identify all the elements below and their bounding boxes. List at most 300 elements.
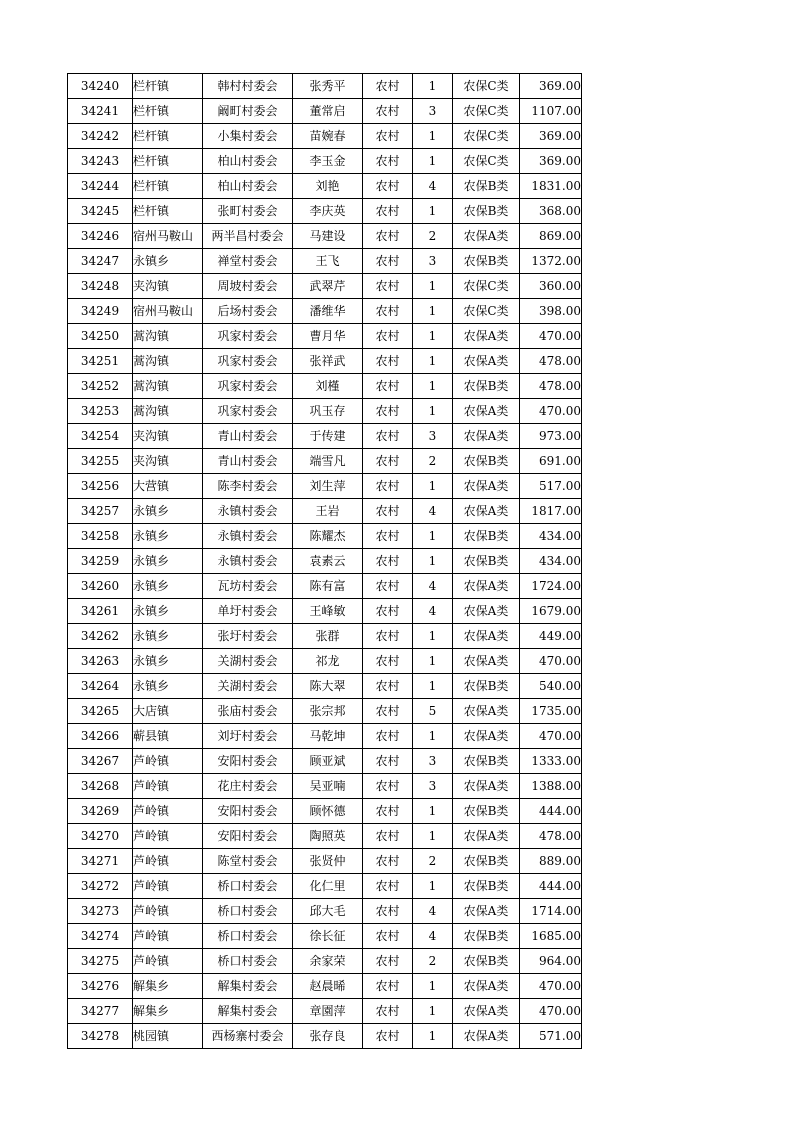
area-type-cell: 农村 [363,574,413,599]
table-row [68,399,582,424]
person-name-cell: 李玉金 [293,149,363,174]
village-committee-cell: 安阳村委会 [203,799,293,824]
table-row [68,749,582,774]
person-name-cell: 余家荣 [293,949,363,974]
table-row [68,974,582,999]
person-name-cell: 王岩 [293,499,363,524]
household-count-cell: 1 [413,149,453,174]
insurance-category-cell: 农保C类 [453,124,520,149]
person-name-cell: 陶照英 [293,824,363,849]
table-row [68,649,582,674]
person-name-cell: 端雪凡 [293,449,363,474]
table-row [68,449,582,474]
town-cell: 芦岭镇 [133,799,203,824]
village-committee-cell: 阚町村委会 [203,99,293,124]
amount-cell: 470.00 [520,649,582,674]
amount-cell: 1724.00 [520,574,582,599]
area-type-cell: 农村 [363,999,413,1024]
town-cell: 夹沟镇 [133,449,203,474]
area-type-cell: 农村 [363,249,413,274]
insurance-category-cell: 农保B类 [453,374,520,399]
amount-cell: 1735.00 [520,699,582,724]
village-committee-cell: 巩家村委会 [203,374,293,399]
household-count-cell: 2 [413,849,453,874]
amount-cell: 369.00 [520,149,582,174]
area-type-cell: 农村 [363,524,413,549]
town-cell: 栏杆镇 [133,149,203,174]
village-committee-cell: 单圩村委会 [203,599,293,624]
record-id-cell: 34254 [68,424,133,449]
table-row [68,224,582,249]
village-committee-cell: 周坡村委会 [203,274,293,299]
record-id-cell: 34240 [68,74,133,99]
amount-cell: 1831.00 [520,174,582,199]
insurance-category-cell: 农保C类 [453,299,520,324]
record-id-cell: 34264 [68,674,133,699]
village-committee-cell: 安阳村委会 [203,749,293,774]
village-committee-cell: 小集村委会 [203,124,293,149]
town-cell: 栏杆镇 [133,199,203,224]
town-cell: 宿州马鞍山 [133,224,203,249]
village-committee-cell: 两半昌村委会 [203,224,293,249]
area-type-cell: 农村 [363,824,413,849]
insurance-category-cell: 农保B类 [453,874,520,899]
amount-cell: 1685.00 [520,924,582,949]
table-row [68,99,582,124]
table-row [68,174,582,199]
insurance-category-cell: 农保B类 [453,249,520,274]
area-type-cell: 农村 [363,199,413,224]
person-name-cell: 邱大毛 [293,899,363,924]
amount-cell: 470.00 [520,724,582,749]
area-type-cell: 农村 [363,349,413,374]
town-cell: 永镇乡 [133,249,203,274]
insurance-category-cell: 农保A类 [453,349,520,374]
village-committee-cell: 解集村委会 [203,999,293,1024]
village-committee-cell: 后场村委会 [203,299,293,324]
insurance-category-cell: 农保B类 [453,949,520,974]
person-name-cell: 刘生萍 [293,474,363,499]
insurance-category-cell: 农保A类 [453,899,520,924]
village-committee-cell: 解集村委会 [203,974,293,999]
household-count-cell: 4 [413,599,453,624]
area-type-cell: 农村 [363,274,413,299]
household-count-cell: 3 [413,749,453,774]
amount-cell: 889.00 [520,849,582,874]
record-id-cell: 34244 [68,174,133,199]
insurance-category-cell: 农保A类 [453,499,520,524]
record-id-cell: 34253 [68,399,133,424]
amount-cell: 1817.00 [520,499,582,524]
record-id-cell: 34268 [68,774,133,799]
record-id-cell: 34274 [68,924,133,949]
village-committee-cell: 陈李村委会 [203,474,293,499]
record-id-cell: 34247 [68,249,133,274]
household-count-cell: 1 [413,874,453,899]
table-row [68,899,582,924]
record-id-cell: 34262 [68,624,133,649]
amount-cell: 540.00 [520,674,582,699]
table-row [68,374,582,399]
area-type-cell: 农村 [363,799,413,824]
person-name-cell: 陈耀杰 [293,524,363,549]
insurance-category-cell: 农保B类 [453,174,520,199]
record-id-cell: 34251 [68,349,133,374]
insurance-category-cell: 农保A类 [453,624,520,649]
amount-cell: 478.00 [520,824,582,849]
amount-cell: 1333.00 [520,749,582,774]
household-count-cell: 1 [413,799,453,824]
household-count-cell: 1 [413,524,453,549]
person-name-cell: 李庆英 [293,199,363,224]
insurance-category-cell: 农保B类 [453,524,520,549]
village-committee-cell: 安阳村委会 [203,824,293,849]
village-committee-cell: 刘圩村委会 [203,724,293,749]
record-id-cell: 34245 [68,199,133,224]
record-id-cell: 34246 [68,224,133,249]
record-id-cell: 34276 [68,974,133,999]
household-count-cell: 3 [413,424,453,449]
record-id-cell: 34267 [68,749,133,774]
record-id-cell: 34242 [68,124,133,149]
town-cell: 芦岭镇 [133,899,203,924]
town-cell: 蒿沟镇 [133,324,203,349]
household-count-cell: 1 [413,724,453,749]
town-cell: 永镇乡 [133,624,203,649]
table-row [68,799,582,824]
record-id-cell: 34277 [68,999,133,1024]
insurance-category-cell: 农保A类 [453,699,520,724]
household-count-cell: 1 [413,1024,453,1049]
town-cell: 永镇乡 [133,549,203,574]
area-type-cell: 农村 [363,224,413,249]
record-id-cell: 34261 [68,599,133,624]
area-type-cell: 农村 [363,724,413,749]
household-count-cell: 1 [413,674,453,699]
insurance-category-cell: 农保C类 [453,99,520,124]
area-type-cell: 农村 [363,749,413,774]
area-type-cell: 农村 [363,149,413,174]
person-name-cell: 于传建 [293,424,363,449]
household-count-cell: 4 [413,499,453,524]
village-committee-cell: 张町村委会 [203,199,293,224]
household-count-cell: 1 [413,324,453,349]
person-name-cell: 张宗邦 [293,699,363,724]
household-count-cell: 4 [413,174,453,199]
household-count-cell: 1 [413,824,453,849]
table-row [68,124,582,149]
table-row [68,524,582,549]
household-count-cell: 1 [413,299,453,324]
person-name-cell: 张秀平 [293,74,363,99]
town-cell: 芦岭镇 [133,924,203,949]
person-name-cell: 潘维华 [293,299,363,324]
amount-cell: 470.00 [520,999,582,1024]
insurance-category-cell: 农保A类 [453,574,520,599]
household-count-cell: 3 [413,774,453,799]
town-cell: 芦岭镇 [133,874,203,899]
table-row [68,949,582,974]
person-name-cell: 苗婉春 [293,124,363,149]
village-committee-cell: 桥口村委会 [203,949,293,974]
insurance-category-cell: 农保A类 [453,1024,520,1049]
amount-cell: 368.00 [520,199,582,224]
amount-cell: 973.00 [520,424,582,449]
insurance-category-cell: 农保A类 [453,424,520,449]
insurance-category-cell: 农保B类 [453,449,520,474]
town-cell: 蒿沟镇 [133,374,203,399]
town-cell: 永镇乡 [133,524,203,549]
table-row [68,599,582,624]
insurance-category-cell: 农保B类 [453,674,520,699]
person-name-cell: 马建设 [293,224,363,249]
village-committee-cell: 柏山村委会 [203,174,293,199]
insurance-category-cell: 农保A类 [453,224,520,249]
amount-cell: 444.00 [520,799,582,824]
record-id-cell: 34269 [68,799,133,824]
amount-cell: 369.00 [520,124,582,149]
amount-cell: 1372.00 [520,249,582,274]
town-cell: 宿州马鞍山 [133,299,203,324]
amount-cell: 434.00 [520,524,582,549]
household-count-cell: 1 [413,199,453,224]
table-row [68,574,582,599]
amount-cell: 1714.00 [520,899,582,924]
record-id-cell: 34259 [68,549,133,574]
town-cell: 大营镇 [133,474,203,499]
household-count-cell: 1 [413,999,453,1024]
person-name-cell: 陈有富 [293,574,363,599]
person-name-cell: 赵晨晞 [293,974,363,999]
village-committee-cell: 永镇村委会 [203,549,293,574]
household-count-cell: 2 [413,949,453,974]
record-id-cell: 34273 [68,899,133,924]
person-name-cell: 顾怀德 [293,799,363,824]
record-id-cell: 34278 [68,1024,133,1049]
area-type-cell: 农村 [363,324,413,349]
table-row [68,624,582,649]
town-cell: 永镇乡 [133,674,203,699]
town-cell: 栏杆镇 [133,74,203,99]
town-cell: 栏杆镇 [133,99,203,124]
town-cell: 永镇乡 [133,574,203,599]
table-row [68,324,582,349]
area-type-cell: 农村 [363,99,413,124]
town-cell: 芦岭镇 [133,849,203,874]
area-type-cell: 农村 [363,874,413,899]
area-type-cell: 农村 [363,474,413,499]
town-cell: 永镇乡 [133,649,203,674]
record-id-cell: 34243 [68,149,133,174]
town-cell: 解集乡 [133,974,203,999]
town-cell: 芦岭镇 [133,949,203,974]
village-committee-cell: 张庙村委会 [203,699,293,724]
table-row [68,349,582,374]
town-cell: 桃园镇 [133,1024,203,1049]
amount-cell: 369.00 [520,74,582,99]
record-id-cell: 34249 [68,299,133,324]
roster-table [67,73,582,1049]
table-row [68,924,582,949]
town-cell: 解集乡 [133,999,203,1024]
town-cell: 永镇乡 [133,499,203,524]
table-row [68,549,582,574]
town-cell: 芦岭镇 [133,774,203,799]
area-type-cell: 农村 [363,299,413,324]
table-row [68,874,582,899]
record-id-cell: 34258 [68,524,133,549]
insurance-category-cell: 农保B类 [453,549,520,574]
table-row [68,74,582,99]
table-row [68,724,582,749]
table-row [68,199,582,224]
household-count-cell: 2 [413,449,453,474]
amount-cell: 470.00 [520,974,582,999]
amount-cell: 1107.00 [520,99,582,124]
insurance-category-cell: 农保B类 [453,924,520,949]
record-id-cell: 34272 [68,874,133,899]
village-committee-cell: 关湖村委会 [203,649,293,674]
amount-cell: 964.00 [520,949,582,974]
amount-cell: 1388.00 [520,774,582,799]
roster-body [68,74,582,1049]
person-name-cell: 张群 [293,624,363,649]
person-name-cell: 祁龙 [293,649,363,674]
person-name-cell: 武翠芹 [293,274,363,299]
town-cell: 芦岭镇 [133,824,203,849]
household-count-cell: 1 [413,399,453,424]
area-type-cell: 农村 [363,899,413,924]
household-count-cell: 1 [413,349,453,374]
record-id-cell: 34260 [68,574,133,599]
area-type-cell: 农村 [363,1024,413,1049]
area-type-cell: 农村 [363,949,413,974]
amount-cell: 1679.00 [520,599,582,624]
person-name-cell: 徐长征 [293,924,363,949]
area-type-cell: 农村 [363,599,413,624]
household-count-cell: 1 [413,74,453,99]
insurance-category-cell: 农保A类 [453,724,520,749]
record-id-cell: 34275 [68,949,133,974]
amount-cell: 470.00 [520,399,582,424]
household-count-cell: 3 [413,249,453,274]
town-cell: 永镇乡 [133,599,203,624]
village-committee-cell: 巩家村委会 [203,324,293,349]
household-count-cell: 3 [413,99,453,124]
record-id-cell: 34257 [68,499,133,524]
household-count-cell: 2 [413,224,453,249]
record-id-cell: 34252 [68,374,133,399]
person-name-cell: 王峰敏 [293,599,363,624]
table-row [68,699,582,724]
area-type-cell: 农村 [363,699,413,724]
household-count-cell: 4 [413,899,453,924]
town-cell: 栏杆镇 [133,124,203,149]
insurance-category-cell: 农保C类 [453,149,520,174]
household-count-cell: 1 [413,649,453,674]
person-name-cell: 袁素云 [293,549,363,574]
area-type-cell: 农村 [363,774,413,799]
village-committee-cell: 陈堂村委会 [203,849,293,874]
amount-cell: 517.00 [520,474,582,499]
amount-cell: 434.00 [520,549,582,574]
record-id-cell: 34270 [68,824,133,849]
village-committee-cell: 瓦坊村委会 [203,574,293,599]
area-type-cell: 农村 [363,399,413,424]
person-name-cell: 巩玉存 [293,399,363,424]
area-type-cell: 农村 [363,449,413,474]
person-name-cell: 顾亚斌 [293,749,363,774]
amount-cell: 478.00 [520,374,582,399]
table-row [68,674,582,699]
town-cell: 蒿沟镇 [133,399,203,424]
record-id-cell: 34265 [68,699,133,724]
village-committee-cell: 桥口村委会 [203,924,293,949]
table-row [68,1024,582,1049]
village-committee-cell: 青山村委会 [203,424,293,449]
record-id-cell: 34255 [68,449,133,474]
table-row [68,274,582,299]
village-committee-cell: 花庄村委会 [203,774,293,799]
person-name-cell: 刘艳 [293,174,363,199]
area-type-cell: 农村 [363,549,413,574]
record-id-cell: 34266 [68,724,133,749]
village-committee-cell: 桥口村委会 [203,874,293,899]
village-committee-cell: 关湖村委会 [203,674,293,699]
household-count-cell: 1 [413,974,453,999]
table-row [68,249,582,274]
area-type-cell: 农村 [363,499,413,524]
person-name-cell: 吴亚喃 [293,774,363,799]
village-committee-cell: 柏山村委会 [203,149,293,174]
area-type-cell: 农村 [363,424,413,449]
insurance-category-cell: 农保A类 [453,324,520,349]
table-row [68,849,582,874]
insurance-category-cell: 农保A类 [453,399,520,424]
town-cell: 栏杆镇 [133,174,203,199]
village-committee-cell: 禅堂村委会 [203,249,293,274]
person-name-cell: 董常启 [293,99,363,124]
insurance-category-cell: 农保B类 [453,799,520,824]
table-row [68,774,582,799]
household-count-cell: 4 [413,924,453,949]
area-type-cell: 农村 [363,649,413,674]
village-committee-cell: 韩村村委会 [203,74,293,99]
record-id-cell: 34248 [68,274,133,299]
village-committee-cell: 青山村委会 [203,449,293,474]
insurance-category-cell: 农保A类 [453,474,520,499]
person-name-cell: 陈大翠 [293,674,363,699]
amount-cell: 360.00 [520,274,582,299]
record-id-cell: 34250 [68,324,133,349]
town-cell: 大店镇 [133,699,203,724]
record-id-cell: 34263 [68,649,133,674]
amount-cell: 398.00 [520,299,582,324]
village-committee-cell: 巩家村委会 [203,349,293,374]
insurance-category-cell: 农保A类 [453,999,520,1024]
area-type-cell: 农村 [363,624,413,649]
village-committee-cell: 巩家村委会 [203,399,293,424]
person-name-cell: 曹月华 [293,324,363,349]
area-type-cell: 农村 [363,674,413,699]
insurance-category-cell: 农保A类 [453,824,520,849]
amount-cell: 571.00 [520,1024,582,1049]
person-name-cell: 刘槿 [293,374,363,399]
record-id-cell: 34241 [68,99,133,124]
village-committee-cell: 张圩村委会 [203,624,293,649]
household-count-cell: 1 [413,274,453,299]
area-type-cell: 农村 [363,374,413,399]
